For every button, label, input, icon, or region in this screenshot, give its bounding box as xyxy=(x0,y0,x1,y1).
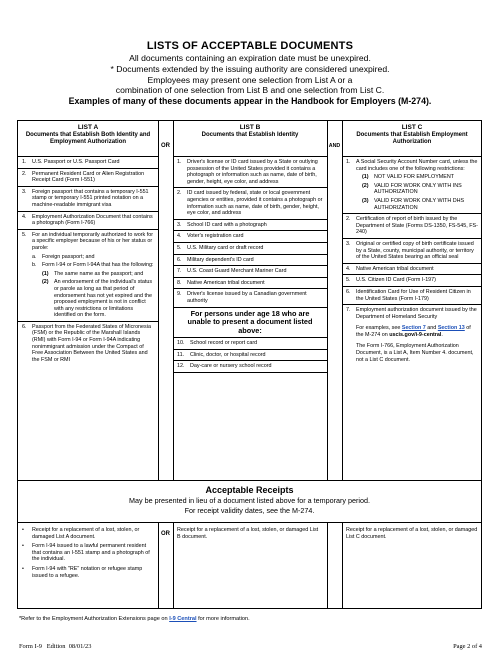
column-divider xyxy=(327,121,328,480)
list-item: 7. Employment authorization document issued by the Department of Homeland Security For examples, see Section 7 and Section 13 of the M-274 on uscis.gov/i-9-central. The Form I-766, Employment Authorization Document, is a List A, Item Number 4. document, not a List C document. xyxy=(342,305,482,365)
list-b-description: Documents that Establish Identity xyxy=(201,132,299,139)
form-edition: Form I-9 Edition 08/01/23 xyxy=(19,643,92,650)
list-item: • Form I-94 with "RE" notation or refugee stamp issued to a refugee. xyxy=(22,565,143,579)
receipts-list-a xyxy=(18,523,158,608)
sub-item: (3) VALID FOR WORK ONLY WITH DHS AUTHORIZATION xyxy=(362,197,465,211)
list-b-column xyxy=(173,121,327,480)
list-item: 1. U.S. Passport or U.S. Passport Card xyxy=(18,157,158,169)
sub-item: (2) An endorsement of the individual's status or parole as long as that period of endorsement has not yet expired and the proposed employment is not in conflict with any restrictions or limitations identified on the form. xyxy=(42,279,153,319)
section-7-link[interactable]: Section 7 xyxy=(401,325,426,332)
list-b-label: LIST B xyxy=(239,124,261,131)
header-line: combination of one selection from List B and one selection from List C. xyxy=(115,85,385,96)
or-connector: OR xyxy=(161,143,170,149)
documents-table xyxy=(17,120,482,481)
list-a-description: Documents that Establish Both Identity and Employment Authorization xyxy=(25,132,151,146)
sub-item: (2) VALID FOR WORK ONLY WITH INS AUTHORIZATION xyxy=(362,182,462,196)
header-line: All documents containing an expiration date must be unexpired. xyxy=(129,53,371,63)
list-item: 10. School record or report card xyxy=(173,338,327,350)
list-item: 12. Day-care or nursery school record xyxy=(173,361,327,373)
list-item: 2. Permanent Resident Card or Alien Registration Receipt Card (Form I-551) xyxy=(18,169,158,187)
sub-item: a. Foreign passport; and xyxy=(32,253,95,260)
and-connector: AND xyxy=(328,143,341,149)
or-connector: OR xyxy=(161,531,170,537)
page-number: Page 2 of 4 xyxy=(453,643,482,650)
list-item: 7. U.S. Coast Guard Merchant Mariner Card xyxy=(173,266,327,278)
receipts-list-b: Receipt for a replacement of a lost, stolen, or damaged List B document. xyxy=(177,527,319,540)
list-item: 4. Employment Authorization Document that contains a photograph (Form I-766) xyxy=(18,212,158,230)
receipts-body xyxy=(18,523,481,608)
receipts-line: May be presented in lieu of a document listed above for a temporary period. xyxy=(129,496,370,505)
list-item: 3. School ID card with a photograph xyxy=(173,220,327,232)
list-item: 3. Foreign passport that contains a temporary I-551 stamp or temporary I-551 printed notation on a machine-readable immigrant visa xyxy=(18,187,158,212)
sub-item: (1) The same name as the passport; and xyxy=(42,270,144,277)
list-item: 6. Military dependent's ID card xyxy=(173,255,327,267)
column-divider xyxy=(158,121,159,480)
page-footer xyxy=(19,643,482,650)
handbook-line: Examples of many of these documents appear in the Handbook for Employers (M-274). xyxy=(68,96,432,107)
section-13-link[interactable]: Section 13 xyxy=(437,325,465,332)
list-a-label: LIST A xyxy=(77,124,99,131)
list-item: 2. Certification of report of birth issued by the Department of State (Forms DS-1350, FS-545, FS-240) xyxy=(342,214,482,239)
examples-note: For examples, see Section 7 and Section 13 of the M-274 on uscis.gov/i-9-central. xyxy=(356,325,471,338)
list-b-header xyxy=(173,121,327,157)
list-a-header xyxy=(18,121,158,157)
list-item: • Receipt for a replacement of a lost, stolen, or damaged List A document. xyxy=(22,527,140,540)
list-item: 4. Native American tribal document xyxy=(342,264,482,276)
list-item: 2. ID card issued by federal, state or local government agencies or entities, provided it contains a photograph or information such as name, date of birth, gender, height, eye color, and address xyxy=(173,188,327,219)
receipts-list-c: Receipt for a replacement of a lost, stolen, or damaged List C document. xyxy=(346,527,478,540)
list-item: 1. Driver's license or ID card issued by a State or outlying possession of the United States provided it contains a photograph or information such as name, date of birth, gender, height, eye color, and address xyxy=(173,157,327,188)
list-item: 6. Passport from the Federated States of Micronesia (FSM) or the Republic of the Marshall Islands (RMI) with Form I-94 or Form I-94A indicating nonimmigrant admission under the Compact of Free Association Between the United States and the FSM or RMI xyxy=(22,323,151,363)
i766-note: The Form I-766, Employment Authorization Document, is a List A, Item Number 4. document, not a List C document. xyxy=(356,343,474,363)
list-item: 8. Native American tribal document xyxy=(173,278,327,290)
sub-item: b. Form I-94 or Form I-94A that has the following: xyxy=(32,262,154,269)
uscis-link[interactable]: uscis.gov/i-9-central xyxy=(389,331,442,338)
receipts-section xyxy=(17,481,482,609)
list-item: 5. U.S. Citizen ID Card (Form I-197) xyxy=(342,275,482,287)
list-c-description: Documents that Establish Employment Authorization xyxy=(356,132,468,146)
list-item: 5. For an individual temporarily authorized to work for a specific employer because of his or her status or parole: a. Foreign passport; and b. Form I-94 or Form I-94A that has the following: (1) The same name as the passport; and (2) An endorsement of the individual's status or parole as long as that period of endorsement has not yet expired and the proposed employment is not in conflict with any restrictions or limitations identified on the form. xyxy=(18,230,158,322)
footnote: *Refer to the Employment Authorization Extensions page on I-9 Central for more information. xyxy=(19,616,250,622)
header-line: Employees may present one selection from List A or a xyxy=(147,74,353,85)
list-item: 1. A Social Security Account Number card, unless the card includes one of the following restrictions: (1) NOT VALID FOR EMPLOYMENT (2) VALID FOR WORK ONLY WITH INS AUTHORIZATION (3) VALID FOR WORK ONLY WITH DHS AUTHORIZATION xyxy=(342,157,482,214)
list-item: • Form I-94 issued to a lawful permanent resident that contains an I-551 stamp and a photograph of the individual. xyxy=(22,543,150,563)
page-title: LISTS OF ACCEPTABLE DOCUMENTS xyxy=(146,40,354,52)
header-line: * Documents extended by the issuing authority are considered unexpired. xyxy=(110,63,390,74)
i9-central-link[interactable]: I-9 Central xyxy=(169,616,197,622)
list-item: 5. U.S. Military card or draft record xyxy=(173,243,327,255)
list-item: 11. Clinic, doctor, or hospital record xyxy=(173,350,327,362)
column-divider xyxy=(327,523,328,608)
list-item: 4. Voter's registration card xyxy=(173,231,327,243)
list-item: 6. Identification Card for Use of Resident Citizen in the United States (Form I-179) xyxy=(342,287,482,305)
list-item: 9. Driver's license issued by a Canadian government authority xyxy=(173,289,327,307)
header xyxy=(0,40,500,107)
list-a-column xyxy=(18,121,158,480)
receipts-header xyxy=(18,481,481,523)
list-c-label: LIST C xyxy=(401,124,423,131)
list-c-column xyxy=(342,121,482,480)
receipts-title: Acceptable Receipts xyxy=(205,485,294,495)
receipts-line: For receipt validity dates, see the M-274. xyxy=(184,506,315,515)
minor-heading: For persons under age 18 who are unable to present a document listed above: xyxy=(173,308,327,339)
list-item: 3. Original or certified copy of birth certificate issued by a State, county, municipal authority, or territory of the United States bearing an official seal xyxy=(342,239,482,264)
list-c-header xyxy=(342,121,482,157)
sub-item: (1) NOT VALID FOR EMPLOYMENT xyxy=(362,174,455,181)
